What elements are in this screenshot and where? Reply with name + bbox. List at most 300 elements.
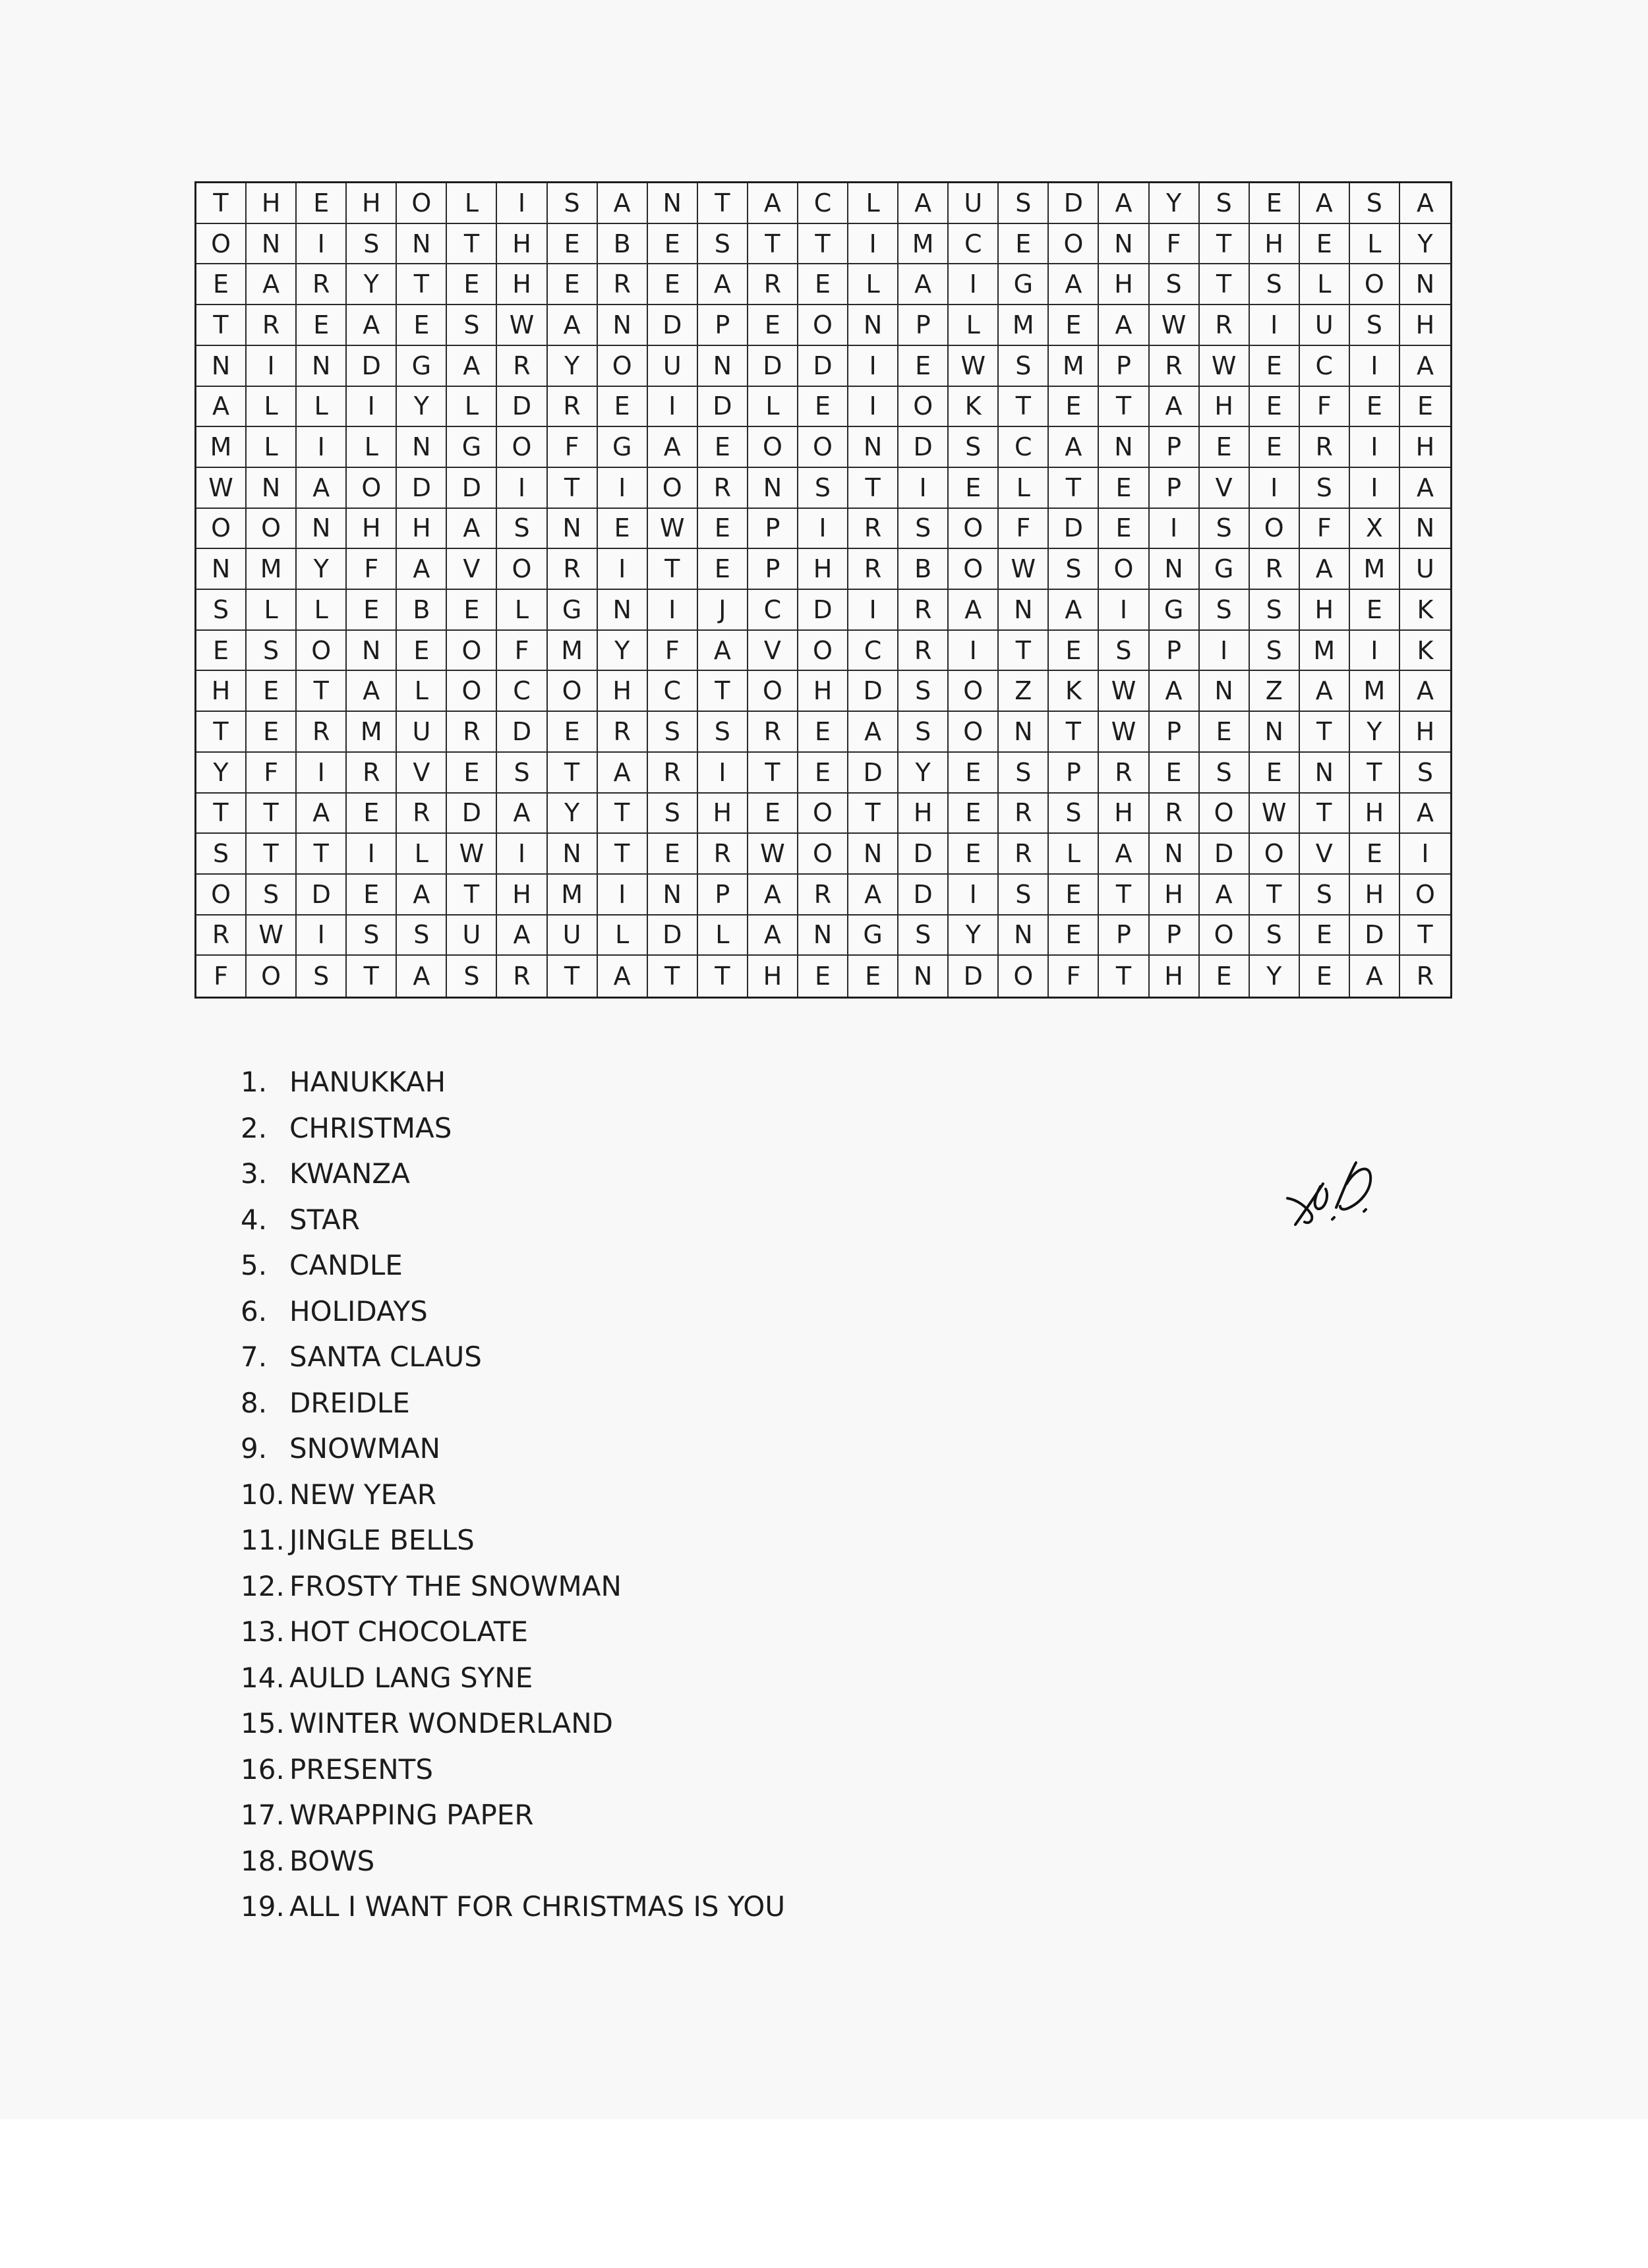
grid-cell: N [748,468,798,509]
grid-cell: S [1200,753,1250,794]
word-text: WINTER WONDERLAND [289,1707,613,1739]
grid-cell: N [247,468,297,509]
grid-cell: E [999,224,1049,265]
grid-cell: Y [548,794,598,834]
grid-cell: A [447,509,497,550]
grid-cell: I [848,224,898,265]
grid-cell: E [548,712,598,753]
grid-cell: A [397,956,447,997]
grid-cell: I [1250,305,1300,346]
grid-cell: O [548,671,598,712]
grid-cell: P [1150,916,1200,956]
word-text: WRAPPING PAPER [289,1799,534,1831]
grid-cell: L [848,264,898,305]
grid-cell: S [1150,264,1200,305]
grid-cell: O [648,468,698,509]
grid-cell: I [1099,590,1149,631]
grid-cell: D [397,468,447,509]
grid-cell: O [297,631,347,672]
grid-cell: T [297,834,347,875]
grid-cell: H [1350,794,1400,834]
grid-cell: E [1150,753,1200,794]
word-list-item [241,1704,785,1750]
grid-cell: N [548,509,598,550]
grid-cell: N [1150,549,1200,590]
grid-cell: A [598,956,648,997]
grid-cell: L [247,590,297,631]
word-text: HOT CHOCOLATE [289,1615,529,1648]
grid-cell: S [999,875,1049,916]
grid-cell: S [548,183,598,224]
grid-cell: A [898,183,949,224]
grid-cell: O [1200,916,1250,956]
grid-cell: V [397,753,447,794]
grid-cell: E [1400,387,1450,428]
grid-cell: D [949,956,999,997]
grid-cell: T [1099,875,1149,916]
word-number: 14. [241,1661,285,1694]
grid-cell: G [1200,549,1250,590]
grid-cell: H [898,794,949,834]
grid-cell: T [648,549,698,590]
grid-cell: N [999,712,1049,753]
grid-cell: F [1300,509,1350,550]
grid-cell: E [297,183,347,224]
grid-cell: W [999,549,1049,590]
grid-cell: T [548,956,598,997]
grid-cell: L [848,183,898,224]
grid-cell: N [1099,427,1149,468]
grid-cell: Y [196,753,247,794]
grid-cell: R [1099,753,1149,794]
grid-cell: A [1200,875,1250,916]
grid-cell: A [347,305,397,346]
grid-cell: T [1400,916,1450,956]
grid-cell: M [247,549,297,590]
grid-cell: N [999,590,1049,631]
grid-cell: T [1099,956,1149,997]
grid-cell: S [1300,468,1350,509]
grid-cell: O [798,305,848,346]
grid-cell: U [1400,549,1450,590]
grid-cell: R [196,916,247,956]
grid-cell: I [798,509,848,550]
grid-cell: O [798,631,848,672]
grid-cell: N [648,183,698,224]
grid-cell: E [848,956,898,997]
grid-cell: H [698,794,748,834]
grid-cell: D [648,305,698,346]
grid-cell: N [798,916,848,956]
word-list-item [241,1200,785,1246]
grid-cell: I [648,387,698,428]
grid-cell: R [1150,794,1200,834]
grid-cell: R [297,264,347,305]
grid-cell: I [598,549,648,590]
grid-cell: I [949,631,999,672]
word-list-item [241,1842,785,1888]
grid-cell: S [1250,590,1300,631]
grid-cell: E [798,956,848,997]
grid-cell: L [347,427,397,468]
grid-cell: H [497,264,547,305]
grid-cell: T [1250,875,1300,916]
grid-cell: S [999,183,1049,224]
grid-cell: I [949,264,999,305]
word-number: 16. [241,1753,285,1786]
grid-cell: D [698,387,748,428]
grid-cell: I [848,387,898,428]
grid-cell: D [898,875,949,916]
word-list-item [241,1612,785,1658]
grid-cell: P [1150,468,1200,509]
grid-cell: N [648,875,698,916]
grid-cell: F [648,631,698,672]
grid-cell: A [848,875,898,916]
grid-cell: R [999,794,1049,834]
grid-cell: H [748,956,798,997]
grid-cell: E [1350,590,1400,631]
grid-cell: N [1250,712,1300,753]
word-text: HOLIDAYS [289,1294,428,1327]
grid-cell: M [1049,346,1099,387]
grid-cell: O [949,549,999,590]
grid-cell: E [648,264,698,305]
grid-cell: T [999,631,1049,672]
grid-cell: E [196,631,247,672]
grid-cell: E [1250,346,1300,387]
grid-cell: E [648,224,698,265]
word-list-item [241,1109,785,1155]
grid-cell: E [1049,631,1099,672]
grid-cell: R [698,834,748,875]
grid-cell: S [648,794,698,834]
grid-cell: R [848,509,898,550]
grid-cell: T [1350,753,1400,794]
grid-cell: D [898,427,949,468]
grid-cell: A [648,427,698,468]
grid-cell: A [748,916,798,956]
grid-cell: O [196,509,247,550]
grid-cell: S [1400,753,1450,794]
grid-cell: R [247,305,297,346]
grid-cell: H [1099,264,1149,305]
grid-cell: W [247,916,297,956]
grid-cell: I [1250,468,1300,509]
grid-cell: V [1300,834,1350,875]
grid-cell: L [247,387,297,428]
grid-cell: T [748,753,798,794]
grid-cell: D [648,916,698,956]
grid-cell: Y [898,753,949,794]
grid-cell: L [497,590,547,631]
word-text: SANTA CLAUS [289,1341,482,1373]
grid-cell: I [1350,468,1400,509]
grid-cell: E [1250,427,1300,468]
grid-cell: T [1099,387,1149,428]
grid-cell: S [1350,183,1400,224]
grid-cell: D [447,794,497,834]
word-text: PRESENTS [289,1753,433,1786]
grid-cell: S [196,590,247,631]
grid-cell: P [698,305,748,346]
grid-cell: U [548,916,598,956]
grid-cell: L [1300,264,1350,305]
grid-cell: R [848,549,898,590]
grid-cell: F [497,631,547,672]
grid-cell: O [1250,834,1300,875]
grid-cell: E [548,264,598,305]
grid-cell: R [598,712,648,753]
grid-cell: K [1400,590,1450,631]
grid-cell: R [548,549,598,590]
grid-cell: H [347,183,397,224]
grid-cell: W [1200,346,1250,387]
grid-cell: P [898,305,949,346]
word-number: 5. [241,1249,268,1281]
grid-cell: G [999,264,1049,305]
grid-cell: L [397,671,447,712]
grid-cell: S [1350,305,1400,346]
grid-cell: N [598,590,648,631]
word-list-item [241,1658,785,1704]
word-number: 18. [241,1844,285,1877]
grid-cell: T [748,224,798,265]
grid-cell: L [397,834,447,875]
grid-cell: P [1150,631,1200,672]
grid-cell: M [1350,671,1400,712]
grid-cell: E [347,794,397,834]
grid-cell: S [397,916,447,956]
grid-cell: A [949,590,999,631]
grid-cell: E [297,305,347,346]
grid-cell: F [196,956,247,997]
word-text: CHRISTMAS [289,1111,452,1144]
grid-cell: W [497,305,547,346]
grid-cell: E [898,346,949,387]
grid-cell: T [848,794,898,834]
grid-cell: I [898,468,949,509]
word-list-item [241,1750,785,1796]
grid-cell: N [247,224,297,265]
grid-cell: E [648,834,698,875]
grid-cell: I [297,224,347,265]
grid-cell: R [347,753,397,794]
grid-cell: U [397,712,447,753]
grid-cell: G [598,427,648,468]
grid-cell: F [1150,224,1200,265]
grid-cell: H [1150,956,1200,997]
word-list-item [241,1383,785,1430]
grid-cell: M [898,224,949,265]
grid-cell: O [1099,549,1149,590]
grid-cell: A [397,549,447,590]
grid-cell: E [698,549,748,590]
grid-cell: E [1250,387,1300,428]
grid-cell: E [347,590,397,631]
grid-cell: R [999,834,1049,875]
word-text: KWANZA [289,1157,410,1190]
grid-cell: A [598,753,648,794]
grid-cell: E [748,794,798,834]
grid-cell: P [1049,753,1099,794]
grid-cell: J [698,590,748,631]
grid-cell: E [1350,834,1400,875]
grid-cell: M [347,712,397,753]
grid-cell: A [347,671,397,712]
grid-cell: R [748,712,798,753]
grid-cell: L [247,427,297,468]
word-number: 13. [241,1615,285,1648]
word-number: 1. [241,1066,268,1098]
grid-cell: Z [999,671,1049,712]
word-list-item [241,1429,785,1475]
grid-cell: Y [397,387,447,428]
grid-cell: H [1099,794,1149,834]
handwritten-signature [1282,1140,1374,1239]
grid-cell: W [648,509,698,550]
grid-cell: D [347,346,397,387]
grid-cell: D [848,671,898,712]
grid-cell: G [848,916,898,956]
grid-cell: H [497,224,547,265]
grid-cell: A [1350,956,1400,997]
grid-cell: E [397,305,447,346]
grid-cell: D [447,468,497,509]
grid-cell: C [1300,346,1350,387]
grid-cell: R [548,387,598,428]
grid-cell: M [196,427,247,468]
grid-cell: I [848,346,898,387]
grid-cell: O [949,509,999,550]
grid-cell: C [848,631,898,672]
grid-cell: B [397,590,447,631]
word-text: CANDLE [289,1249,403,1281]
grid-cell: A [297,468,347,509]
grid-cell: A [1300,183,1350,224]
grid-cell: O [247,509,297,550]
grid-cell: H [1400,427,1450,468]
grid-cell: G [1150,590,1200,631]
grid-cell: O [447,671,497,712]
grid-cell: N [848,834,898,875]
grid-cell: Y [598,631,648,672]
grid-cell: O [898,387,949,428]
word-number: 6. [241,1294,268,1327]
grid-cell: O [798,794,848,834]
grid-cell: N [1400,509,1450,550]
grid-cell: I [497,183,547,224]
grid-cell: A [1099,834,1149,875]
grid-cell: E [798,712,848,753]
grid-cell: I [598,875,648,916]
grid-cell: T [548,753,598,794]
grid-cell: I [247,346,297,387]
grid-cell: I [1400,834,1450,875]
grid-cell: M [548,631,598,672]
grid-cell: A [1099,183,1149,224]
grid-cell: G [447,427,497,468]
grid-cell: S [347,224,397,265]
grid-cell: I [1200,631,1250,672]
grid-cell: H [1200,387,1250,428]
grid-cell: K [1049,671,1099,712]
grid-cell: R [1150,346,1200,387]
grid-cell: A [1049,590,1099,631]
grid-cell: W [748,834,798,875]
word-number: 3. [241,1157,268,1190]
grid-cell: E [949,468,999,509]
grid-cell: B [898,549,949,590]
grid-cell: Y [548,346,598,387]
grid-cell: F [247,753,297,794]
grid-cell: E [1049,875,1099,916]
grid-cell: S [1049,549,1099,590]
grid-cell: A [1099,305,1149,346]
grid-cell: G [397,346,447,387]
grid-cell: T [196,305,247,346]
grid-cell: A [1400,468,1450,509]
word-number: 15. [241,1707,285,1739]
grid-cell: T [297,671,347,712]
grid-cell: H [1350,875,1400,916]
word-list-item [241,1154,785,1200]
grid-cell: U [447,916,497,956]
grid-cell: N [598,305,648,346]
grid-cell: O [1250,509,1300,550]
grid-cell: A [698,631,748,672]
grid-cell: I [698,753,748,794]
grid-cell: N [999,916,1049,956]
grid-cell: V [748,631,798,672]
grid-cell: W [1099,671,1149,712]
grid-cell: L [297,590,347,631]
grid-cell: T [548,468,598,509]
grid-cell: D [798,590,848,631]
grid-cell: A [1150,671,1200,712]
grid-cell: T [247,794,297,834]
grid-cell: T [598,834,648,875]
grid-cell: R [798,875,848,916]
grid-cell: A [1400,671,1450,712]
grid-cell: S [497,509,547,550]
grid-cell: N [848,427,898,468]
grid-cell: F [1300,387,1350,428]
word-text: BOWS [289,1844,375,1877]
grid-cell: E [698,427,748,468]
scan-background [0,2119,1648,2268]
grid-cell: T [1049,468,1099,509]
word-number: 4. [241,1203,268,1236]
grid-cell: W [1099,712,1149,753]
grid-cell: A [748,183,798,224]
grid-cell: G [548,590,598,631]
word-text: HANUKKAH [289,1066,446,1098]
grid-cell: O [1049,224,1099,265]
grid-cell: T [196,712,247,753]
grid-cell: V [1200,468,1250,509]
grid-cell: R [397,794,447,834]
grid-cell: L [1049,834,1099,875]
grid-cell: N [898,956,949,997]
word-number: 10. [241,1478,285,1511]
grid-cell: R [1300,427,1350,468]
grid-cell: O [798,427,848,468]
grid-cell: N [196,346,247,387]
grid-cell: R [1250,549,1300,590]
grid-cell: E [1300,224,1350,265]
grid-cell: T [1300,712,1350,753]
